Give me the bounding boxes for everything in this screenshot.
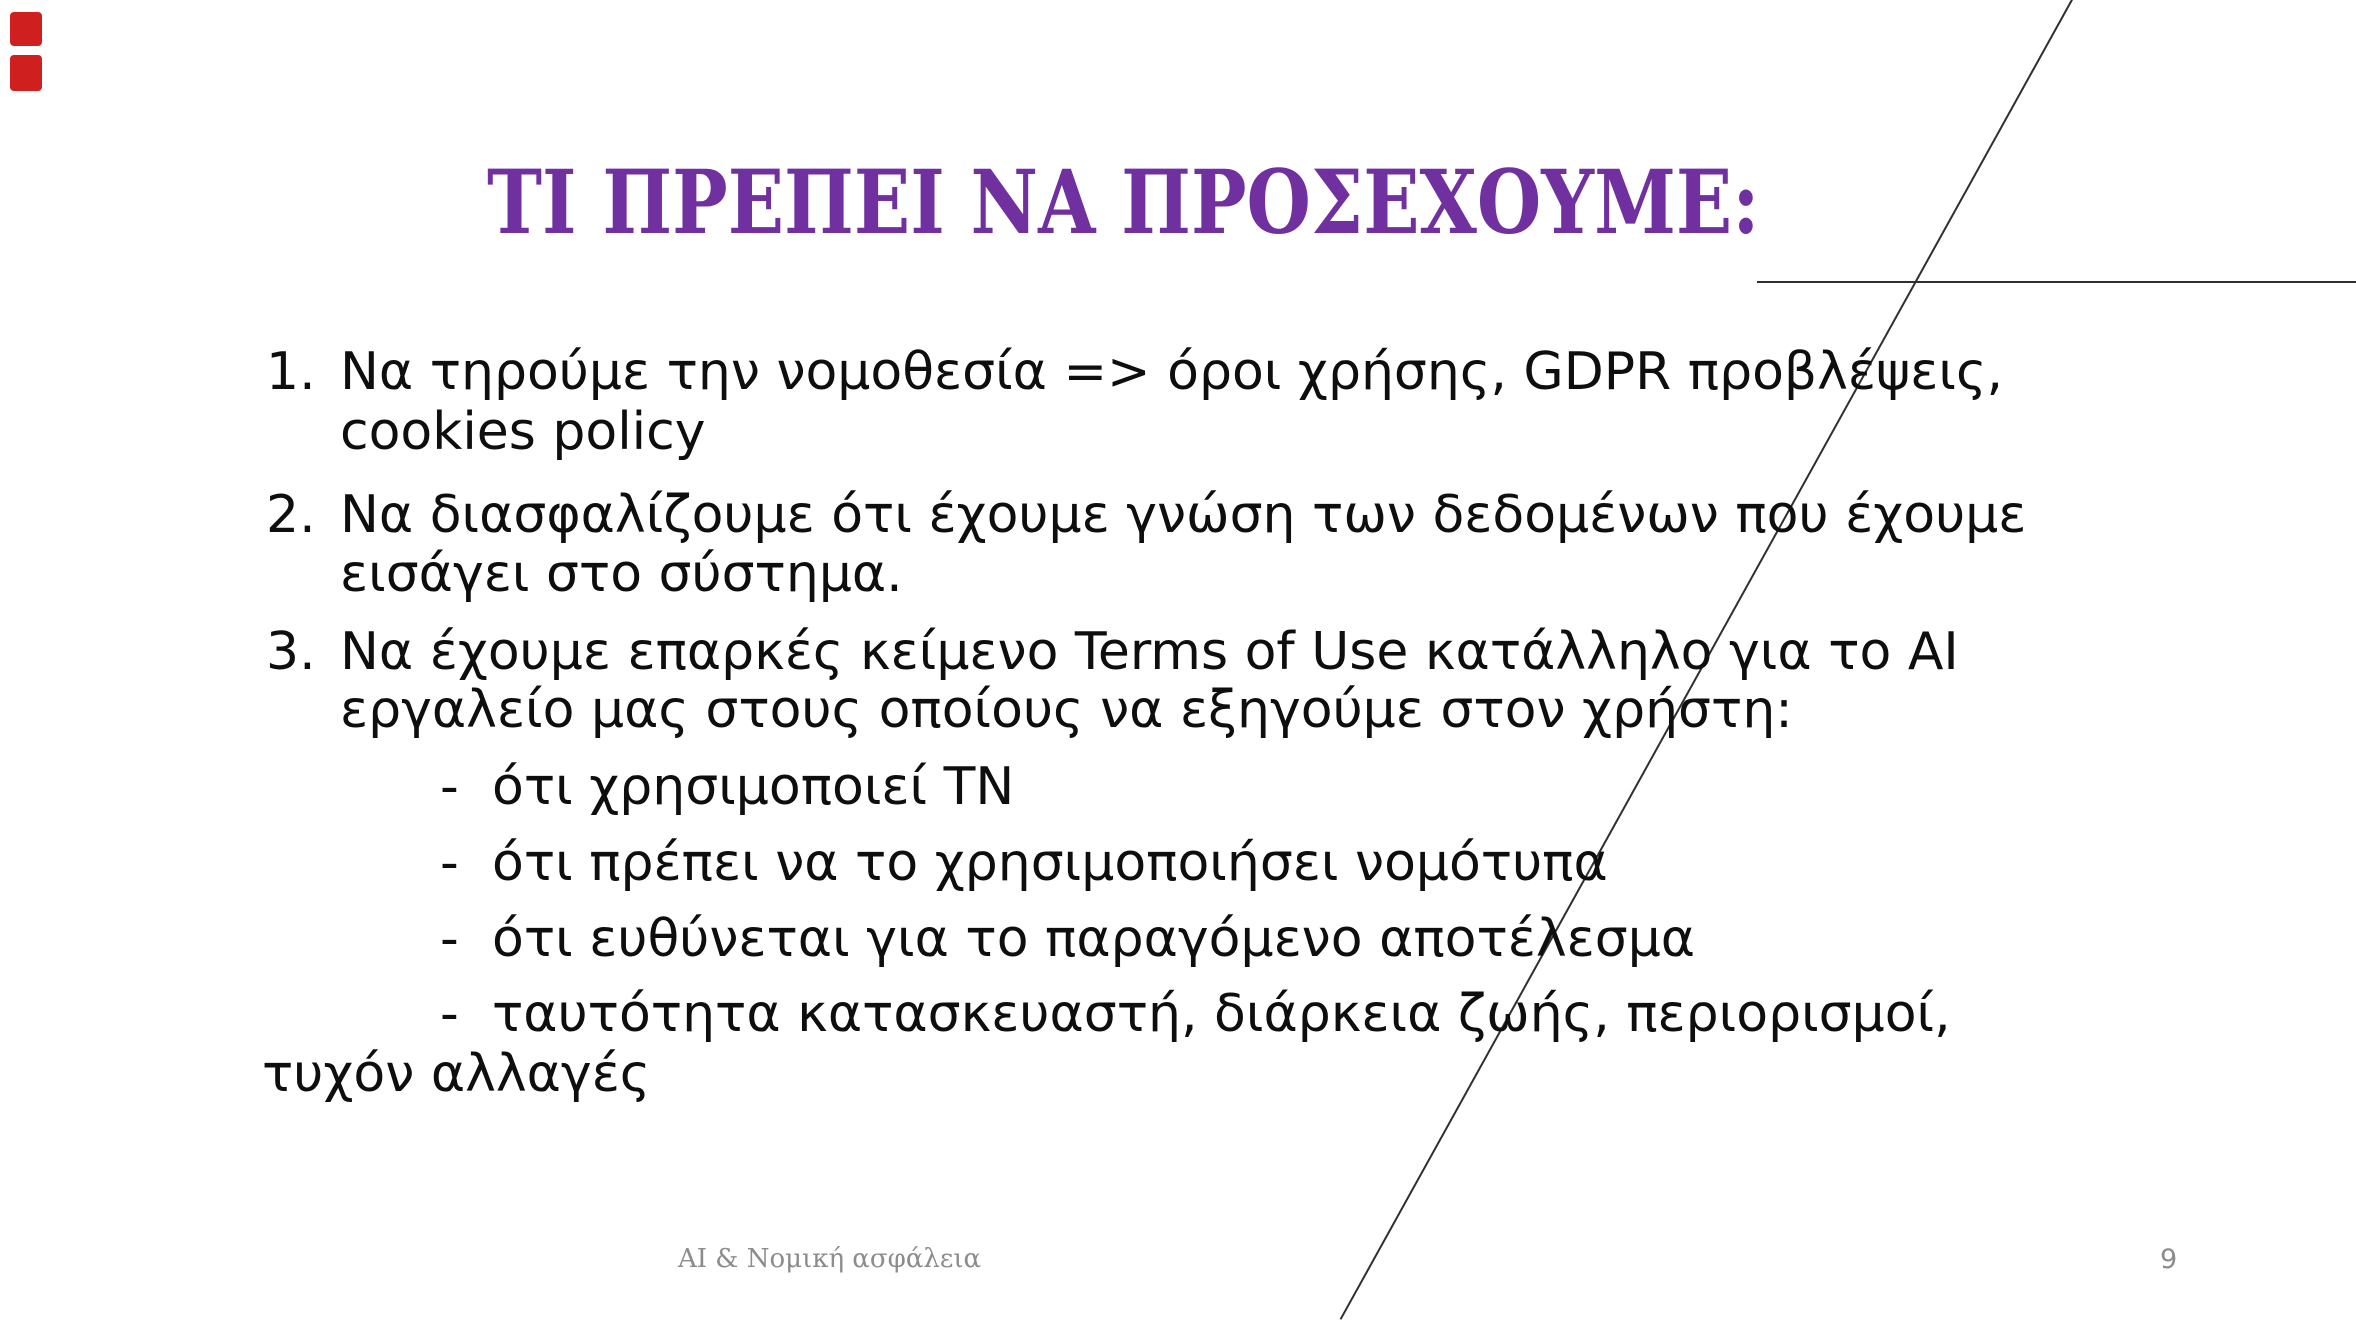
red-accent-bar-top	[10, 12, 42, 46]
list-item-2-line-1: Να διασφαλίζουμε ότι έχουμε γνώση των δεδομένων που έχουμε	[340, 485, 2027, 545]
list-item-1-line-2: cookies policy	[340, 402, 706, 462]
sub-bullet-3-text: ότι ευθύνεται για το παραγόμενο αποτέλεσμα	[492, 909, 1696, 969]
page-number: 9	[2160, 1244, 2178, 1275]
sub-bullet-4-overflow-text: τυχόν αλλαγές	[262, 1044, 651, 1104]
sub-bullet-2-dash: -	[440, 833, 459, 893]
sub-bullet-1-text: ότι χρησιμοποιεί ΤΝ	[492, 757, 1015, 817]
red-accent-bar-bottom	[10, 55, 42, 91]
list-number-2: 2.	[266, 485, 316, 545]
sub-bullet-1-dash: -	[440, 757, 459, 817]
list-number-1: 1.	[266, 342, 316, 402]
sub-bullet-4-dash: -	[440, 984, 459, 1044]
sub-bullet-3-dash: -	[440, 909, 459, 969]
list-item-3-line-2: εργαλείο μας στους οποίους να εξηγούμε στον χρήστη:	[340, 680, 1793, 740]
sub-bullet-4-text: ταυτότητα κατασκευαστή, διάρκεια ζωής, περιορισμοί,	[492, 984, 1951, 1044]
footer-title: AI & Νομική ασφάλεια	[678, 1244, 982, 1274]
horizontal-decorative-line	[1757, 281, 2356, 283]
sub-bullet-2-text: ότι πρέπει να το χρησιμοποιήσει νομότυπα	[492, 833, 1608, 893]
slide-title: ΤΙ ΠΡΕΠΕΙ ΝΑ ΠΡΟΣΕΧΟΥΜΕ:	[487, 150, 1760, 254]
list-number-3: 3.	[266, 622, 316, 682]
list-item-1-line-1: Να τηρούμε την νομοθεσία => όροι χρήσης, GDPR προβλέψεις,	[340, 342, 2004, 402]
list-item-3-line-1: Να έχουμε επαρκές κείμενο Terms of Use κατάλληλο για το AI	[340, 622, 1959, 682]
list-item-2-line-2: εισάγει στο σύστημα.	[340, 544, 903, 604]
